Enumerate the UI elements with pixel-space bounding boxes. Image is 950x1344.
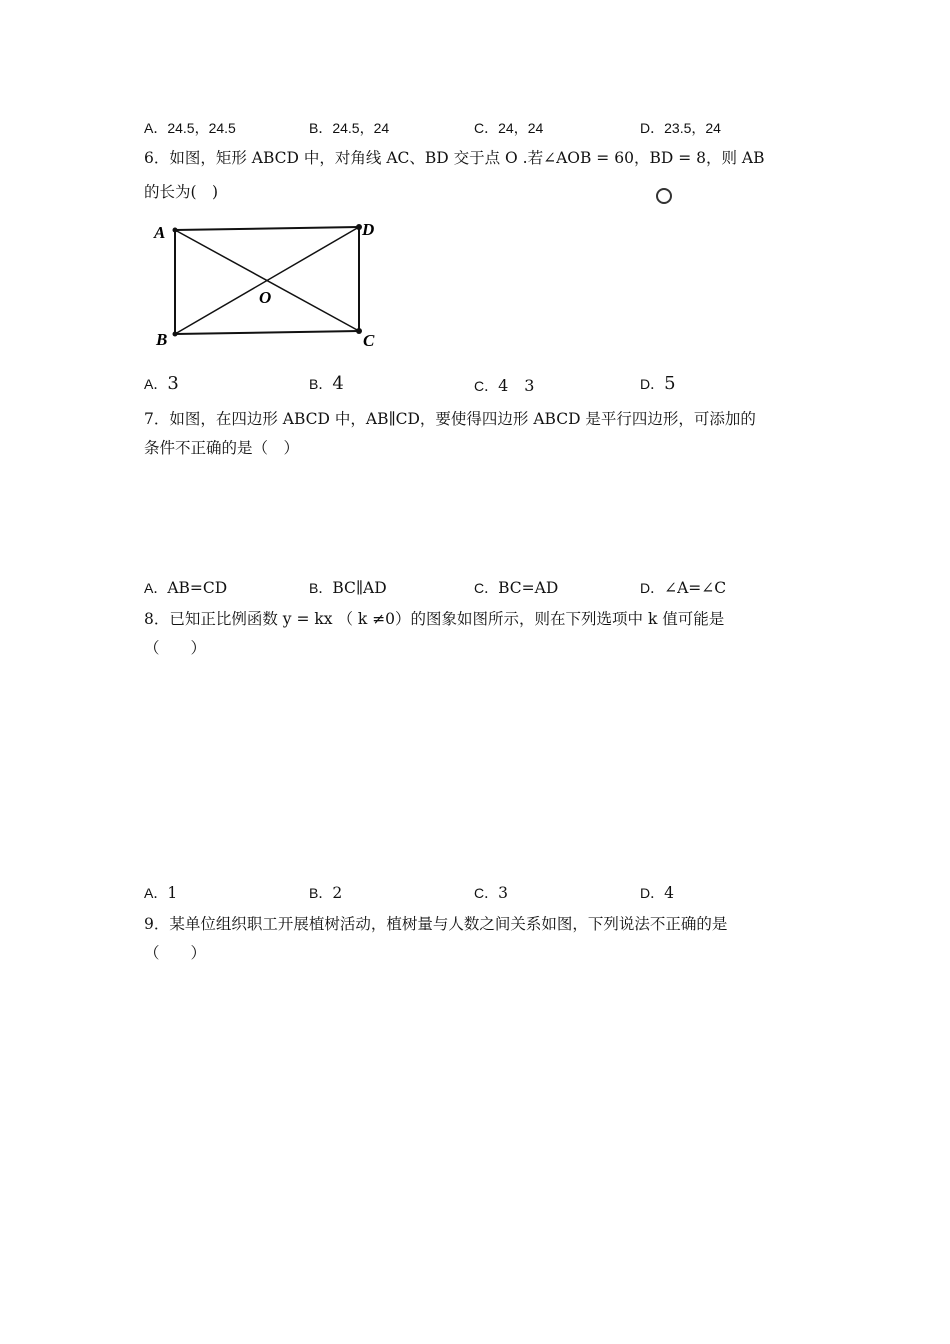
q7-stem-line2: 条件不正确的是（ ） — [144, 439, 300, 457]
q9-stem-line2: （ ） — [144, 944, 207, 962]
vertex-b — [173, 332, 178, 337]
q7-option-b: B．BC∥AD — [309, 579, 387, 597]
q7-option-d: D．∠A=∠C — [640, 579, 727, 597]
q5-option-b: B．24.5，24 — [309, 120, 390, 136]
q6-option-b: B．4 — [309, 373, 344, 394]
edge-ad — [175, 227, 359, 230]
label-b: B — [156, 330, 168, 349]
q6-option-a: A．3 — [144, 373, 179, 394]
q6-option-c: C．4 3 — [474, 376, 535, 395]
q8-stem-line1: 8．已知正比例函数 y = kx （ k ≠0）的图象如图所示，则在下列选项中 k 值可能是 — [144, 610, 725, 628]
q5-option-a: A．24.5，24.5 — [144, 120, 236, 136]
q8-option-b: B．2 — [309, 884, 343, 902]
label-d: D — [362, 220, 375, 239]
label-c: C — [363, 331, 375, 350]
diagonal-bd — [175, 227, 359, 334]
label-o: O — [259, 288, 272, 307]
label-a: A — [154, 223, 166, 242]
q7-stem-line1: 7．如图，在四边形 ABCD 中，AB∥CD，要使得四边形 ABCD 是平行四边形，可添加的 — [144, 410, 756, 428]
q7-option-c: C．BC=AD — [474, 579, 559, 597]
q8-option-a: A．1 — [144, 884, 178, 902]
q8-option-c: C．3 — [474, 884, 508, 902]
q6-option-d: D．5 — [640, 373, 676, 394]
q5-option-d: D．23.5，24 — [640, 120, 721, 136]
q6-rectangle-figure — [140, 210, 400, 360]
vertex-a — [173, 228, 178, 233]
vertex-c — [356, 328, 362, 334]
q6-stem-line1: 6．如图，矩形 ABCD 中，对角线 AC、BD 交于点 O .若∠AOB = 60，BD = 8，则 AB — [144, 149, 765, 167]
q5-option-c: C．24，24 — [474, 120, 544, 136]
circle-mark-icon — [656, 188, 672, 204]
edge-bc — [175, 331, 359, 334]
q8-stem-line2: （ ） — [144, 639, 207, 657]
q9-stem-line1: 9．某单位组织职工开展植树活动，植树量与人数之间关系如图，下列说法不正确的是 — [144, 915, 728, 933]
q7-option-a: A．AB=CD — [144, 579, 228, 597]
q8-option-d: D．4 — [640, 884, 674, 902]
q6-stem-line2: 的长为( ) — [144, 183, 219, 201]
